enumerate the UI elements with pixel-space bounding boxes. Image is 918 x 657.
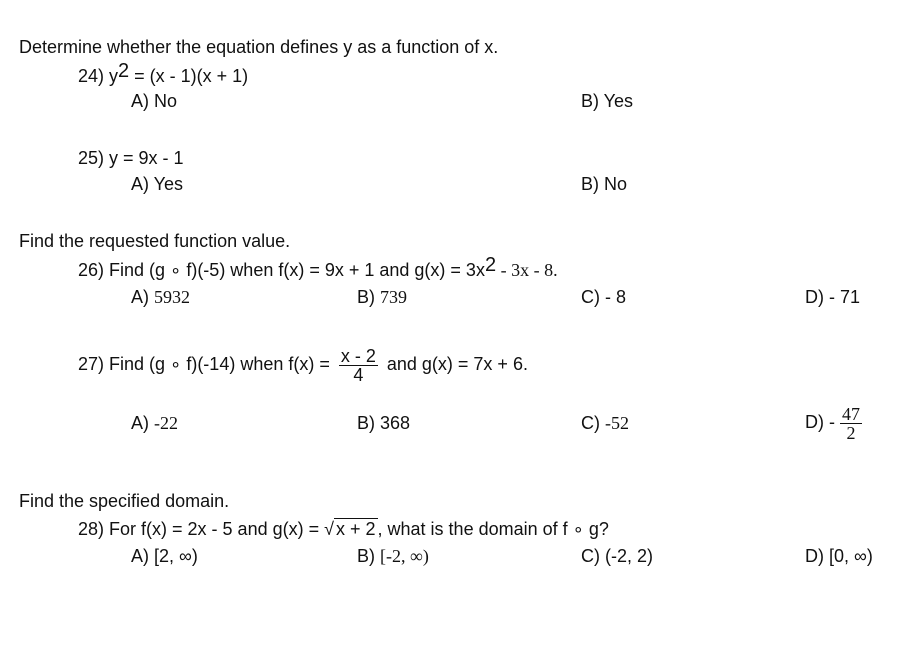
question-number: 28): [78, 519, 105, 539]
fraction-numerator: x - 2: [340, 345, 376, 366]
answer-choice-a: A) Yes: [131, 174, 184, 194]
section-heading-function-value: Find the requested function value.: [19, 231, 291, 251]
question-text: Find (g ∘ f)(-14) when f(x) =: [109, 354, 335, 374]
section-heading-domain: Find the specified domain.: [19, 491, 230, 511]
fraction: [339, 347, 378, 384]
equation-lhs: y: [109, 66, 119, 86]
answer-choice-b: [357, 545, 429, 567]
question-text-end: and g(x) = 7x + 6.: [381, 354, 528, 374]
choice-label: A): [131, 287, 155, 307]
exponent: 2: [118, 60, 130, 82]
answer-choice-b: B) 368: [357, 413, 411, 433]
choice-label: D) -: [805, 412, 840, 432]
fraction-denominator: 2: [846, 422, 856, 443]
answer-choice-c: [581, 545, 653, 567]
answer-choice-a: [131, 286, 190, 308]
choice-value: 5932: [154, 287, 191, 307]
question-number: 26): [78, 260, 105, 280]
question-number: 24): [78, 66, 105, 86]
radical-sign-icon: √: [324, 519, 334, 539]
choice-label: C): [581, 413, 605, 433]
answer-choice-d: D) [0, ∞): [805, 546, 873, 566]
question-number: 27): [78, 354, 105, 374]
answer-choice-b: B) No: [581, 174, 628, 194]
question-28: [78, 518, 609, 540]
answer-choice-b: [357, 286, 407, 308]
choice-value: 739: [380, 287, 408, 307]
question-text: Find (g ∘ f)(-5) when f(x) = 9x + 1 and g(x) = 3x: [109, 260, 485, 280]
question-25: [78, 147, 184, 169]
choice-value: (-2, 2): [605, 546, 654, 566]
square-root: [324, 518, 377, 540]
exponent: 2: [484, 254, 497, 276]
question-text-end: - 3x - 8.: [496, 260, 558, 280]
question-26: [78, 254, 558, 281]
choice-label: A): [131, 413, 155, 433]
answer-choice-a: [131, 412, 178, 434]
choice-label: B): [357, 287, 381, 307]
question-number: 25): [78, 148, 105, 168]
answer-choice-a: A) No: [131, 91, 178, 111]
equation: y = 9x - 1: [109, 148, 184, 168]
answer-choice-d: D) - 71: [805, 287, 861, 307]
choice-label: B): [357, 546, 381, 566]
choice-label: C): [581, 546, 605, 566]
section-heading-function: Determine whether the equation defines y as a function of x.: [19, 37, 499, 57]
radicand: x + 2: [336, 519, 376, 539]
question-27: [78, 344, 528, 384]
question-text: For f(x) = 2x - 5 and g(x) =: [109, 519, 325, 539]
choice-value: -52: [605, 413, 629, 433]
choice-value: [-2, ∞): [380, 546, 429, 566]
choice-value: -22: [154, 413, 179, 433]
question-text-end: , what is the domain of f ∘ g?: [377, 519, 609, 539]
answer-choice-c: C) - 8: [581, 287, 626, 307]
fraction: [840, 405, 862, 442]
fraction-numerator: 47: [842, 403, 860, 424]
answer-choice-d: [805, 402, 866, 442]
answer-choice-a: A) [2, ∞): [131, 546, 198, 566]
question-24: [78, 60, 249, 87]
fraction-denominator: 4: [353, 364, 364, 385]
answer-choice-b: B) Yes: [581, 91, 634, 111]
answer-choice-c: [581, 412, 629, 434]
equation-rhs: = (x - 1)(x + 1): [129, 66, 249, 86]
